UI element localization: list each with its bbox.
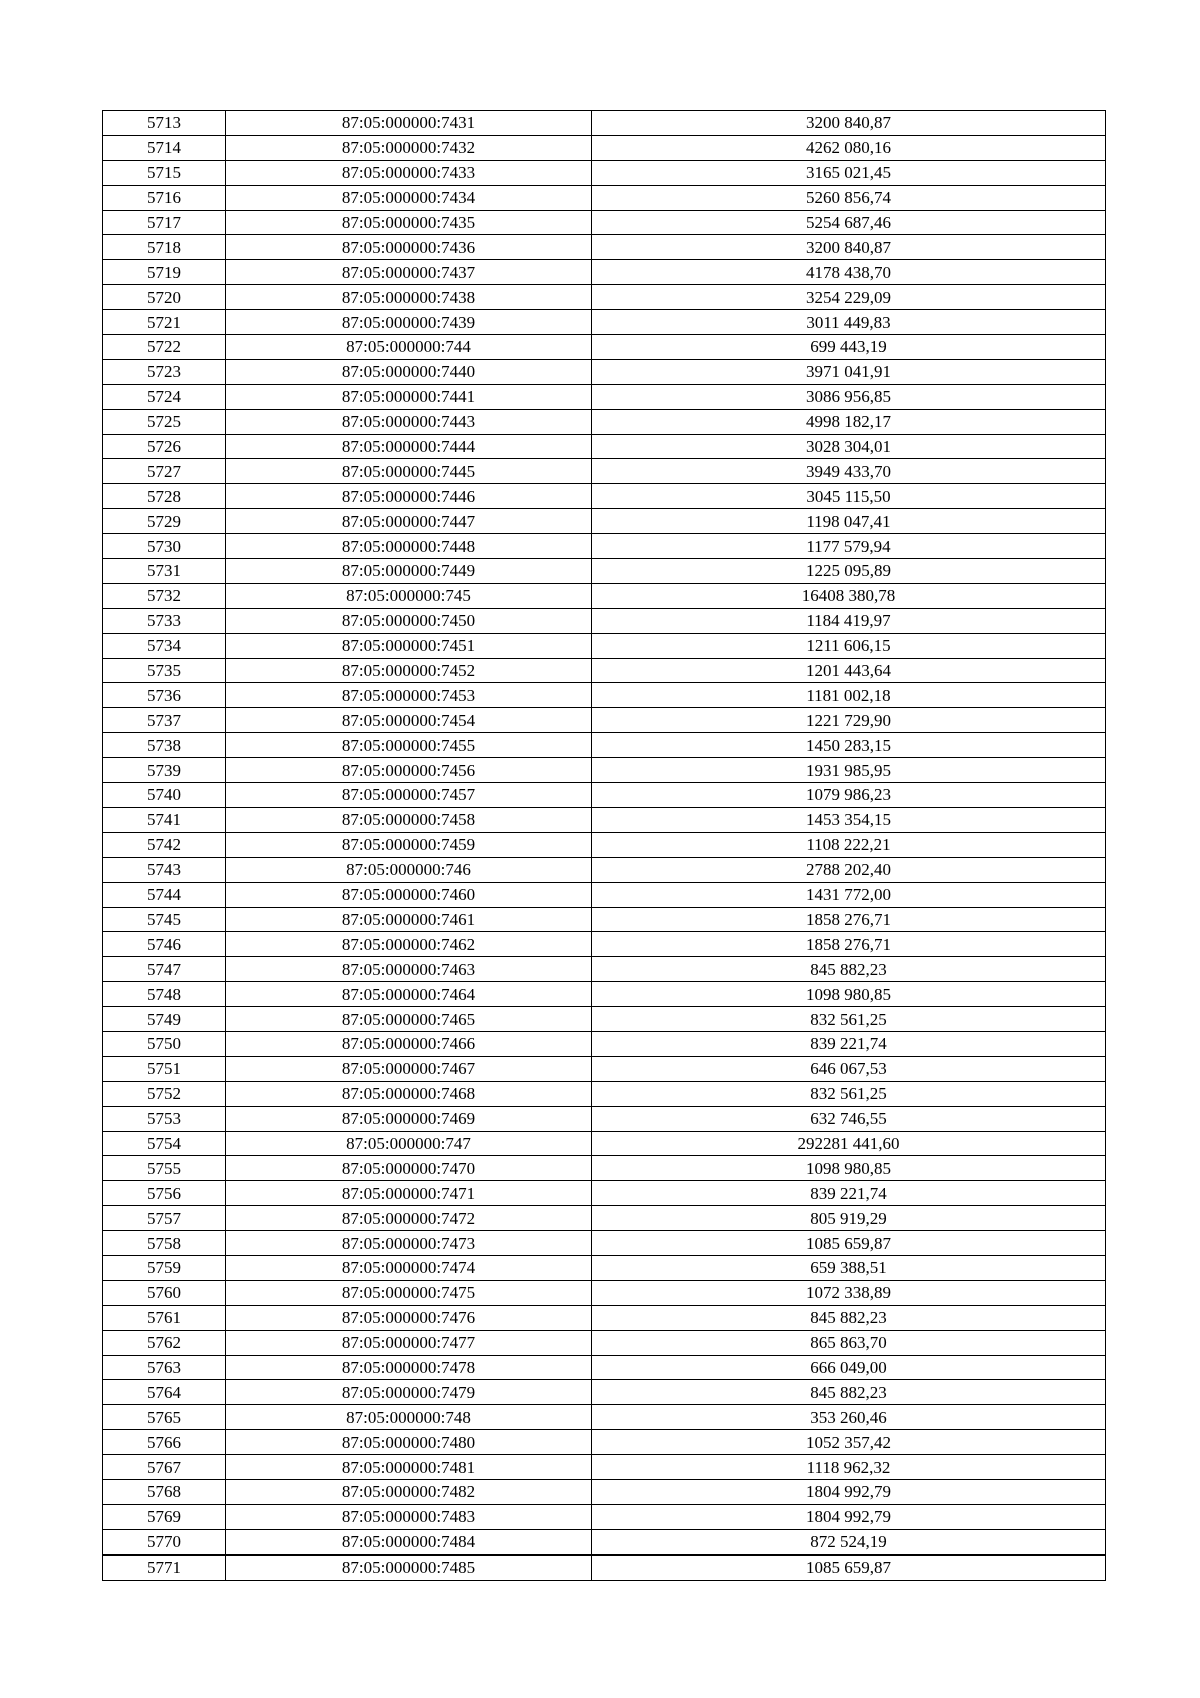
- table-row: [103, 1330, 1106, 1355]
- cadastral-value-cell: 4262 080,16: [592, 135, 1106, 160]
- row-number-cell: 5744: [103, 882, 226, 907]
- table-row: [103, 1504, 1106, 1529]
- cadastral-number-cell: 87:05:000000:7465: [226, 1007, 592, 1032]
- row-number-cell: 5721: [103, 310, 226, 335]
- table-row: [103, 608, 1106, 633]
- cadastral-number-cell: 87:05:000000:7452: [226, 658, 592, 683]
- table-row: [103, 310, 1106, 335]
- cadastral-number-cell: 87:05:000000:7469: [226, 1106, 592, 1131]
- table-row: [103, 1156, 1106, 1181]
- cadastral-value-cell: 872 524,19: [592, 1529, 1106, 1554]
- table-row: [103, 982, 1106, 1007]
- cadastral-value-cell: 1118 962,32: [592, 1455, 1106, 1480]
- row-number-cell: 5746: [103, 932, 226, 957]
- cadastral-value-cell: 1431 772,00: [592, 882, 1106, 907]
- cadastral-value-cell: 5260 856,74: [592, 185, 1106, 210]
- cadastral-value-cell: 2788 202,40: [592, 857, 1106, 882]
- cadastral-value-cell: 1052 357,42: [592, 1430, 1106, 1455]
- cadastral-value-cell: 699 443,19: [592, 335, 1106, 360]
- table-row: [103, 484, 1106, 509]
- cadastral-value-cell: 3254 229,09: [592, 285, 1106, 310]
- table-row: [103, 932, 1106, 957]
- table-row: [103, 1405, 1106, 1430]
- cadastral-number-cell: 87:05:000000:7450: [226, 608, 592, 633]
- cadastral-number-cell: 87:05:000000:7448: [226, 534, 592, 559]
- row-number-cell: 5731: [103, 559, 226, 584]
- row-number-cell: 5754: [103, 1131, 226, 1156]
- table-row: [103, 1479, 1106, 1504]
- cadastral-number-cell: 87:05:000000:7440: [226, 359, 592, 384]
- row-number-cell: 5743: [103, 857, 226, 882]
- cadastral-value-cell: 3011 449,83: [592, 310, 1106, 335]
- cadastral-value-cell: 666 049,00: [592, 1355, 1106, 1380]
- row-number-cell: 5747: [103, 957, 226, 982]
- cadastral-value-cell: 3200 840,87: [592, 235, 1106, 260]
- row-number-cell: 5763: [103, 1355, 226, 1380]
- cadastral-number-cell: 87:05:000000:7443: [226, 409, 592, 434]
- cadastral-number-cell: 87:05:000000:7468: [226, 1081, 592, 1106]
- cadastral-value-cell: 1804 992,79: [592, 1479, 1106, 1504]
- cadastral-number-cell: 87:05:000000:7460: [226, 882, 592, 907]
- row-number-cell: 5742: [103, 832, 226, 857]
- cadastral-number-cell: 87:05:000000:7446: [226, 484, 592, 509]
- table-row: [103, 335, 1106, 360]
- cadastral-value-cell: 805 919,29: [592, 1206, 1106, 1231]
- row-number-cell: 5740: [103, 783, 226, 808]
- cadastral-value-cell: 845 882,23: [592, 957, 1106, 982]
- cadastral-number-cell: 87:05:000000:7467: [226, 1056, 592, 1081]
- table-row: [103, 559, 1106, 584]
- cadastral-number-cell: 87:05:000000:7474: [226, 1255, 592, 1280]
- cadastral-number-cell: 87:05:000000:7475: [226, 1280, 592, 1305]
- cadastral-number-cell: 87:05:000000:7479: [226, 1380, 592, 1405]
- row-number-cell: 5771: [103, 1555, 226, 1580]
- table-row: [103, 285, 1106, 310]
- cadastral-number-cell: 87:05:000000:7454: [226, 708, 592, 733]
- cadastral-number-cell: 87:05:000000:7482: [226, 1479, 592, 1504]
- row-number-cell: 5722: [103, 335, 226, 360]
- cadastral-value-cell: 3045 115,50: [592, 484, 1106, 509]
- cadastral-number-cell: 87:05:000000:7458: [226, 807, 592, 832]
- cadastral-value-cell: 4178 438,70: [592, 260, 1106, 285]
- table-row: [103, 534, 1106, 559]
- table-row: [103, 459, 1106, 484]
- table-row: [103, 135, 1106, 160]
- cadastral-value-cell: 1072 338,89: [592, 1280, 1106, 1305]
- cadastral-value-cell: 1198 047,41: [592, 509, 1106, 534]
- cadastral-number-cell: 87:05:000000:7437: [226, 260, 592, 285]
- cadastral-value-cell: 845 882,23: [592, 1305, 1106, 1330]
- table-row: [103, 807, 1106, 832]
- row-number-cell: 5745: [103, 907, 226, 932]
- cadastral-number-cell: 87:05:000000:7485: [226, 1555, 592, 1580]
- cadastral-value-cell: 1177 579,94: [592, 534, 1106, 559]
- cadastral-value-cell: 1453 354,15: [592, 807, 1106, 832]
- cadastral-value-cell: 1184 419,97: [592, 608, 1106, 633]
- cadastral-number-cell: 87:05:000000:7433: [226, 160, 592, 185]
- table-row: [103, 683, 1106, 708]
- cadastral-value-cell: 1225 095,89: [592, 559, 1106, 584]
- row-number-cell: 5739: [103, 758, 226, 783]
- cadastral-value-cell: 1931 985,95: [592, 758, 1106, 783]
- cadastral-number-cell: 87:05:000000:7436: [226, 235, 592, 260]
- table-row: [103, 1455, 1106, 1480]
- row-number-cell: 5741: [103, 807, 226, 832]
- cadastral-value-table: [102, 110, 1106, 1581]
- cadastral-value-cell: 1450 283,15: [592, 733, 1106, 758]
- row-number-cell: 5715: [103, 160, 226, 185]
- cadastral-value-cell: 832 561,25: [592, 1081, 1106, 1106]
- table-row: [103, 907, 1106, 932]
- cadastral-number-cell: 87:05:000000:7466: [226, 1031, 592, 1056]
- row-number-cell: 5736: [103, 683, 226, 708]
- row-number-cell: 5738: [103, 733, 226, 758]
- row-number-cell: 5762: [103, 1330, 226, 1355]
- cadastral-value-cell: 1085 659,87: [592, 1231, 1106, 1256]
- table-row: [103, 1007, 1106, 1032]
- cadastral-value-cell: 865 863,70: [592, 1330, 1106, 1355]
- cadastral-number-cell: 87:05:000000:7476: [226, 1305, 592, 1330]
- table-row: [103, 733, 1106, 758]
- cadastral-value-cell: 632 746,55: [592, 1106, 1106, 1131]
- table-row: [103, 1131, 1106, 1156]
- row-number-cell: 5725: [103, 409, 226, 434]
- cadastral-number-cell: 87:05:000000:7484: [226, 1529, 592, 1554]
- cadastral-value-cell: 1858 276,71: [592, 932, 1106, 957]
- cadastral-value-cell: 845 882,23: [592, 1380, 1106, 1405]
- table-row: [103, 1181, 1106, 1206]
- cadastral-number-cell: 87:05:000000:7447: [226, 509, 592, 534]
- row-number-cell: 5720: [103, 285, 226, 310]
- table-body: [103, 111, 1106, 1581]
- cadastral-value-cell: 16408 380,78: [592, 583, 1106, 608]
- row-number-cell: 5769: [103, 1504, 226, 1529]
- cadastral-number-cell: 87:05:000000:7477: [226, 1330, 592, 1355]
- cadastral-number-cell: 87:05:000000:7480: [226, 1430, 592, 1455]
- row-number-cell: 5767: [103, 1455, 226, 1480]
- cadastral-value-cell: 659 388,51: [592, 1255, 1106, 1280]
- table-row: [103, 758, 1106, 783]
- row-number-cell: 5717: [103, 210, 226, 235]
- cadastral-number-cell: 87:05:000000:7435: [226, 210, 592, 235]
- row-number-cell: 5755: [103, 1156, 226, 1181]
- cadastral-number-cell: 87:05:000000:7434: [226, 185, 592, 210]
- row-number-cell: 5733: [103, 608, 226, 633]
- row-number-cell: 5750: [103, 1031, 226, 1056]
- table-row: [103, 1280, 1106, 1305]
- table-row: [103, 832, 1106, 857]
- table-row: [103, 409, 1106, 434]
- cadastral-number-cell: 87:05:000000:746: [226, 857, 592, 882]
- table-row: [103, 708, 1106, 733]
- cadastral-value-cell: 1108 222,21: [592, 832, 1106, 857]
- row-number-cell: 5737: [103, 708, 226, 733]
- cadastral-value-cell: 1201 443,64: [592, 658, 1106, 683]
- cadastral-number-cell: 87:05:000000:7457: [226, 783, 592, 808]
- cadastral-value-cell: 1221 729,90: [592, 708, 1106, 733]
- row-number-cell: 5729: [103, 509, 226, 534]
- row-number-cell: 5748: [103, 982, 226, 1007]
- row-number-cell: 5728: [103, 484, 226, 509]
- table-row: [103, 260, 1106, 285]
- row-number-cell: 5765: [103, 1405, 226, 1430]
- cadastral-number-cell: 87:05:000000:7461: [226, 907, 592, 932]
- table-row: [103, 658, 1106, 683]
- row-number-cell: 5716: [103, 185, 226, 210]
- row-number-cell: 5724: [103, 384, 226, 409]
- table-row: [103, 210, 1106, 235]
- cadastral-value-cell: 1181 002,18: [592, 683, 1106, 708]
- table-row: [103, 235, 1106, 260]
- row-number-cell: 5759: [103, 1255, 226, 1280]
- table-row: [103, 957, 1106, 982]
- cadastral-value-cell: 3949 433,70: [592, 459, 1106, 484]
- cadastral-number-cell: 87:05:000000:7439: [226, 310, 592, 335]
- cadastral-number-cell: 87:05:000000:7471: [226, 1181, 592, 1206]
- cadastral-value-cell: 3086 956,85: [592, 384, 1106, 409]
- table-row: [103, 857, 1106, 882]
- row-number-cell: 5718: [103, 235, 226, 260]
- table-row: [103, 111, 1106, 136]
- cadastral-number-cell: 87:05:000000:7456: [226, 758, 592, 783]
- row-number-cell: 5757: [103, 1206, 226, 1231]
- cadastral-value-cell: 1804 992,79: [592, 1504, 1106, 1529]
- table-row: [103, 509, 1106, 534]
- cadastral-number-cell: 87:05:000000:7472: [226, 1206, 592, 1231]
- table-row: [103, 1056, 1106, 1081]
- table-row: [103, 160, 1106, 185]
- row-number-cell: 5753: [103, 1106, 226, 1131]
- cadastral-number-cell: 87:05:000000:7455: [226, 733, 592, 758]
- table-row: [103, 434, 1106, 459]
- row-number-cell: 5732: [103, 583, 226, 608]
- cadastral-number-cell: 87:05:000000:7451: [226, 633, 592, 658]
- cadastral-value-cell: 832 561,25: [592, 1007, 1106, 1032]
- row-number-cell: 5749: [103, 1007, 226, 1032]
- row-number-cell: 5760: [103, 1280, 226, 1305]
- row-number-cell: 5713: [103, 111, 226, 136]
- cadastral-number-cell: 87:05:000000:7462: [226, 932, 592, 957]
- table-row: [103, 1355, 1106, 1380]
- row-number-cell: 5714: [103, 135, 226, 160]
- cadastral-value-cell: 839 221,74: [592, 1181, 1106, 1206]
- cadastral-number-cell: 87:05:000000:7478: [226, 1355, 592, 1380]
- cadastral-value-cell: 1211 606,15: [592, 633, 1106, 658]
- cadastral-value-cell: 3028 304,01: [592, 434, 1106, 459]
- table-row: [103, 185, 1106, 210]
- table-row: [103, 583, 1106, 608]
- cadastral-number-cell: 87:05:000000:7445: [226, 459, 592, 484]
- row-number-cell: 5751: [103, 1056, 226, 1081]
- cadastral-number-cell: 87:05:000000:7483: [226, 1504, 592, 1529]
- table-row: [103, 1106, 1106, 1131]
- cadastral-value-cell: 292281 441,60: [592, 1131, 1106, 1156]
- cadastral-value-cell: 353 260,46: [592, 1405, 1106, 1430]
- cadastral-value-cell: 1098 980,85: [592, 1156, 1106, 1181]
- cadastral-value-cell: 1858 276,71: [592, 907, 1106, 932]
- cadastral-number-cell: 87:05:000000:748: [226, 1405, 592, 1430]
- cadastral-number-cell: 87:05:000000:7463: [226, 957, 592, 982]
- table-row: [103, 783, 1106, 808]
- cadastral-value-cell: 1085 659,87: [592, 1555, 1106, 1580]
- row-number-cell: 5727: [103, 459, 226, 484]
- row-number-cell: 5770: [103, 1529, 226, 1554]
- table-row: [103, 1081, 1106, 1106]
- table-row: [103, 1305, 1106, 1330]
- row-number-cell: 5766: [103, 1430, 226, 1455]
- row-number-cell: 5735: [103, 658, 226, 683]
- cadastral-number-cell: 87:05:000000:745: [226, 583, 592, 608]
- cadastral-number-cell: 87:05:000000:7441: [226, 384, 592, 409]
- cadastral-number-cell: 87:05:000000:7464: [226, 982, 592, 1007]
- table-row: [103, 359, 1106, 384]
- cadastral-number-cell: 87:05:000000:744: [226, 335, 592, 360]
- cadastral-number-cell: 87:05:000000:7453: [226, 683, 592, 708]
- cadastral-number-cell: 87:05:000000:7470: [226, 1156, 592, 1181]
- table-row: [103, 1231, 1106, 1256]
- row-number-cell: 5726: [103, 434, 226, 459]
- cadastral-number-cell: 87:05:000000:7481: [226, 1455, 592, 1480]
- cadastral-number-cell: 87:05:000000:747: [226, 1131, 592, 1156]
- table-row: [103, 1255, 1106, 1280]
- cadastral-value-cell: 3165 021,45: [592, 160, 1106, 185]
- cadastral-number-cell: 87:05:000000:7449: [226, 559, 592, 584]
- row-number-cell: 5756: [103, 1181, 226, 1206]
- cadastral-number-cell: 87:05:000000:7473: [226, 1231, 592, 1256]
- cadastral-value-cell: 3971 041,91: [592, 359, 1106, 384]
- cadastral-value-cell: 5254 687,46: [592, 210, 1106, 235]
- cadastral-value-cell: 1079 986,23: [592, 783, 1106, 808]
- row-number-cell: 5752: [103, 1081, 226, 1106]
- row-number-cell: 5734: [103, 633, 226, 658]
- cadastral-number-cell: 87:05:000000:7438: [226, 285, 592, 310]
- row-number-cell: 5761: [103, 1305, 226, 1330]
- row-number-cell: 5723: [103, 359, 226, 384]
- cadastral-value-cell: 839 221,74: [592, 1031, 1106, 1056]
- table-row: [103, 1206, 1106, 1231]
- cadastral-value-cell: 1098 980,85: [592, 982, 1106, 1007]
- row-number-cell: 5730: [103, 534, 226, 559]
- cadastral-number-cell: 87:05:000000:7444: [226, 434, 592, 459]
- table-row: [103, 1031, 1106, 1056]
- cadastral-number-cell: 87:05:000000:7431: [226, 111, 592, 136]
- cadastral-number-cell: 87:05:000000:7432: [226, 135, 592, 160]
- table-row: [103, 1380, 1106, 1405]
- row-number-cell: 5758: [103, 1231, 226, 1256]
- table-row: [103, 384, 1106, 409]
- table-row: [103, 882, 1106, 907]
- row-number-cell: 5768: [103, 1479, 226, 1504]
- cadastral-value-cell: 646 067,53: [592, 1056, 1106, 1081]
- table-row: [103, 1430, 1106, 1455]
- table-row: [103, 1529, 1106, 1554]
- cadastral-value-cell: 4998 182,17: [592, 409, 1106, 434]
- table-row: [103, 633, 1106, 658]
- row-number-cell: 5719: [103, 260, 226, 285]
- table-row: [103, 1555, 1106, 1580]
- row-number-cell: 5764: [103, 1380, 226, 1405]
- cadastral-value-cell: 3200 840,87: [592, 111, 1106, 136]
- cadastral-number-cell: 87:05:000000:7459: [226, 832, 592, 857]
